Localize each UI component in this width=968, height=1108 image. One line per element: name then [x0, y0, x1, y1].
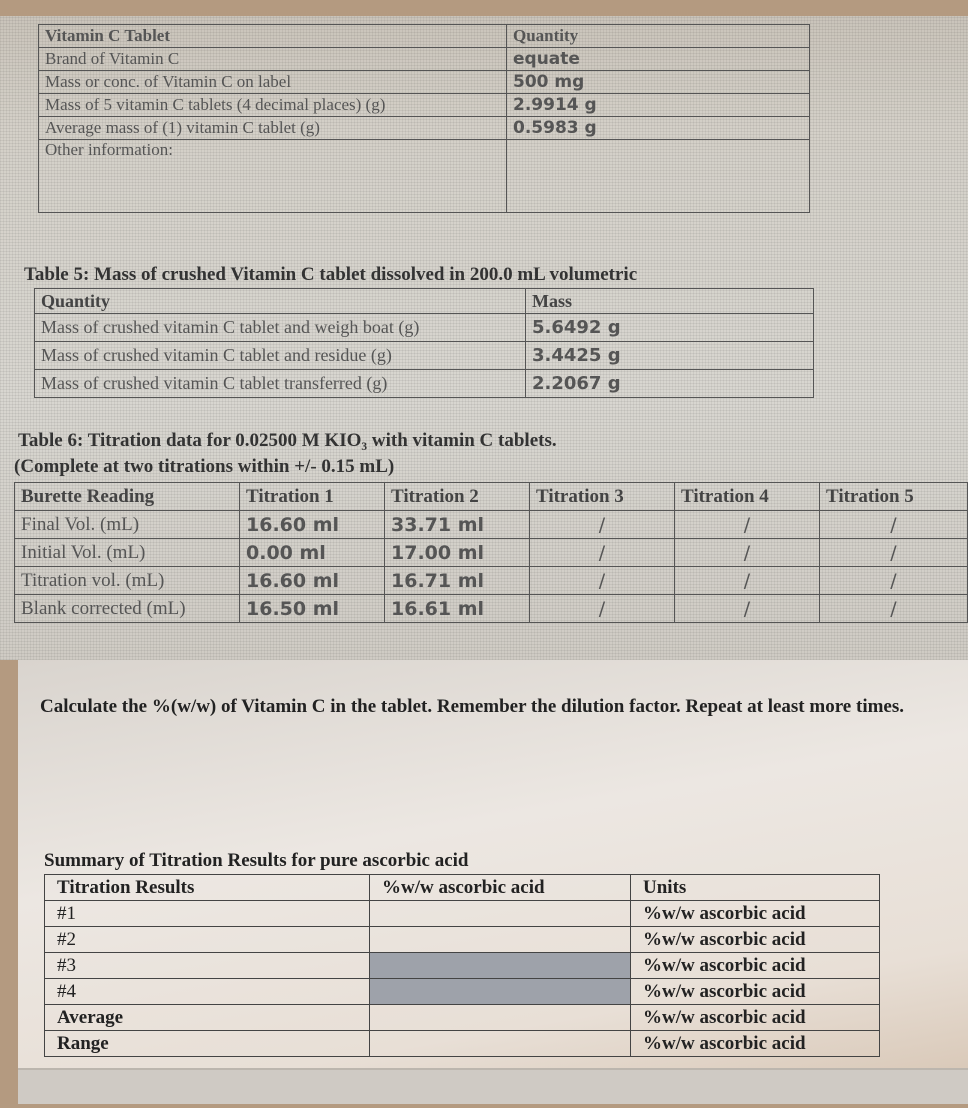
units-cell: %w/w ascorbic acid [631, 927, 880, 953]
table-header-cell: Units [631, 875, 880, 901]
handwritten-value: 2.9914 g [507, 94, 810, 117]
table5-caption: Table 5: Mass of crushed Vitamin C tablet dissolved in 200.0 mL volumetric [24, 264, 638, 285]
empty-slash-mark: / [820, 567, 968, 595]
handwritten-value: 16.60 ml [240, 567, 385, 595]
table-row [35, 342, 814, 370]
empty-slash-mark: / [675, 511, 820, 539]
table5 [34, 288, 814, 398]
empty-slash-mark: / [820, 595, 968, 623]
handwritten-value: 2.2067 g [526, 370, 814, 398]
handwritten-value: 33.71 ml [385, 511, 530, 539]
table-header-cell: Vitamin C Tablet [39, 25, 507, 48]
table-cell: Range [45, 1031, 370, 1057]
table-header-cell: Quantity [35, 289, 526, 314]
table-row [45, 953, 880, 979]
table-header-cell: Quantity [507, 25, 810, 48]
table-header-cell: Titration 5 [820, 483, 968, 511]
table-row [15, 595, 968, 623]
handwritten-value: 0.00 ml [240, 539, 385, 567]
handwritten-value: 16.71 ml [385, 567, 530, 595]
handwritten-value: 5.6492 g [526, 314, 814, 342]
table-cell: #1 [45, 901, 370, 927]
table-header-cell: %w/w ascorbic acid [370, 875, 631, 901]
table-cell: Mass of crushed vitamin C tablet transferred (g) [35, 370, 526, 398]
empty-slash-mark: / [675, 595, 820, 623]
table-cell: Final Vol. (mL) [15, 511, 240, 539]
summary-table [44, 874, 880, 1057]
empty-slash-mark: / [820, 539, 968, 567]
table-row [35, 289, 814, 314]
units-cell: %w/w ascorbic acid [631, 953, 880, 979]
vitamin-c-tablet-table [38, 24, 810, 213]
shaded-cell [370, 979, 631, 1005]
table-cell: #3 [45, 953, 370, 979]
table-cell: Average [45, 1005, 370, 1031]
handwritten-value: 16.50 ml [240, 595, 385, 623]
table-row [39, 117, 810, 140]
table-header-cell: Titration Results [45, 875, 370, 901]
table-cell [507, 140, 810, 213]
table-cell: Mass of crushed vitamin C tablet and weigh boat (g) [35, 314, 526, 342]
empty-slash-mark: / [530, 595, 675, 623]
shaded-cell [370, 953, 631, 979]
empty-slash-mark: / [530, 539, 675, 567]
photo-top-edge [0, 0, 968, 16]
table-cell: Initial Vol. (mL) [15, 539, 240, 567]
table-cell: Other information: [39, 140, 507, 213]
empty-slash-mark: / [675, 567, 820, 595]
table6-caption: Table 6: Titration data for 0.02500 M KIO₃ with vitamin C tablets. [18, 430, 557, 451]
table-header-cell: Titration 2 [385, 483, 530, 511]
empty-slash-mark: / [675, 539, 820, 567]
table-cell: Mass of 5 vitamin C tablets (4 decimal places) (g) [39, 94, 507, 117]
table-cell: Mass of crushed vitamin C tablet and residue (g) [35, 342, 526, 370]
table-row [45, 875, 880, 901]
table-row [39, 71, 810, 94]
table-cell: Average mass of (1) vitamin C tablet (g) [39, 117, 507, 140]
table-header-cell: Mass [526, 289, 814, 314]
handwritten-value: 3.4425 g [526, 342, 814, 370]
units-cell: %w/w ascorbic acid [631, 901, 880, 927]
table-row [39, 25, 810, 48]
table-cell: #4 [45, 979, 370, 1005]
handwritten-value: 16.61 ml [385, 595, 530, 623]
handwritten-value: equate [507, 48, 810, 71]
table-row [45, 901, 880, 927]
table-header-cell: Burette Reading [15, 483, 240, 511]
table-cell: Titration vol. (mL) [15, 567, 240, 595]
table6 [14, 482, 968, 623]
table-row [35, 370, 814, 398]
table-cell: Brand of Vitamin C [39, 48, 507, 71]
units-cell: %w/w ascorbic acid [631, 1031, 880, 1057]
page-footer-band [18, 1068, 968, 1104]
table-header-cell: Titration 3 [530, 483, 675, 511]
table-cell [370, 901, 631, 927]
units-cell: %w/w ascorbic acid [631, 979, 880, 1005]
table-row [35, 314, 814, 342]
table-cell [370, 927, 631, 953]
empty-slash-mark: / [820, 511, 968, 539]
calculation-prompt: Calculate the %(w/w) of Vitamin C in the tablet. Remember the dilution factor. Repeat at least more times. [40, 696, 904, 717]
handwritten-value: 500 mg [507, 71, 810, 94]
table-row [45, 979, 880, 1005]
table-header-cell: Titration 4 [675, 483, 820, 511]
table-row [39, 94, 810, 117]
table-row [15, 483, 968, 511]
table-cell [370, 1005, 631, 1031]
table-row [15, 567, 968, 595]
handwritten-value: 17.00 ml [385, 539, 530, 567]
table-row [45, 1005, 880, 1031]
table-cell: Mass or conc. of Vitamin C on label [39, 71, 507, 94]
table-cell [370, 1031, 631, 1057]
table-row [45, 927, 880, 953]
handwritten-value: 0.5983 g [507, 117, 810, 140]
table-cell: Blank corrected (mL) [15, 595, 240, 623]
units-cell: %w/w ascorbic acid [631, 1005, 880, 1031]
table-header-cell: Titration 1 [240, 483, 385, 511]
table-cell: #2 [45, 927, 370, 953]
empty-slash-mark: / [530, 511, 675, 539]
summary-title: Summary of Titration Results for pure ascorbic acid [44, 850, 469, 871]
table6-subcaption: (Complete at two titrations within +/- 0.15 mL) [14, 456, 395, 477]
table-row [45, 1031, 880, 1057]
empty-slash-mark: / [530, 567, 675, 595]
table-row [15, 511, 968, 539]
table-row [39, 140, 810, 213]
table-row [15, 539, 968, 567]
table-row [39, 48, 810, 71]
handwritten-value: 16.60 ml [240, 511, 385, 539]
